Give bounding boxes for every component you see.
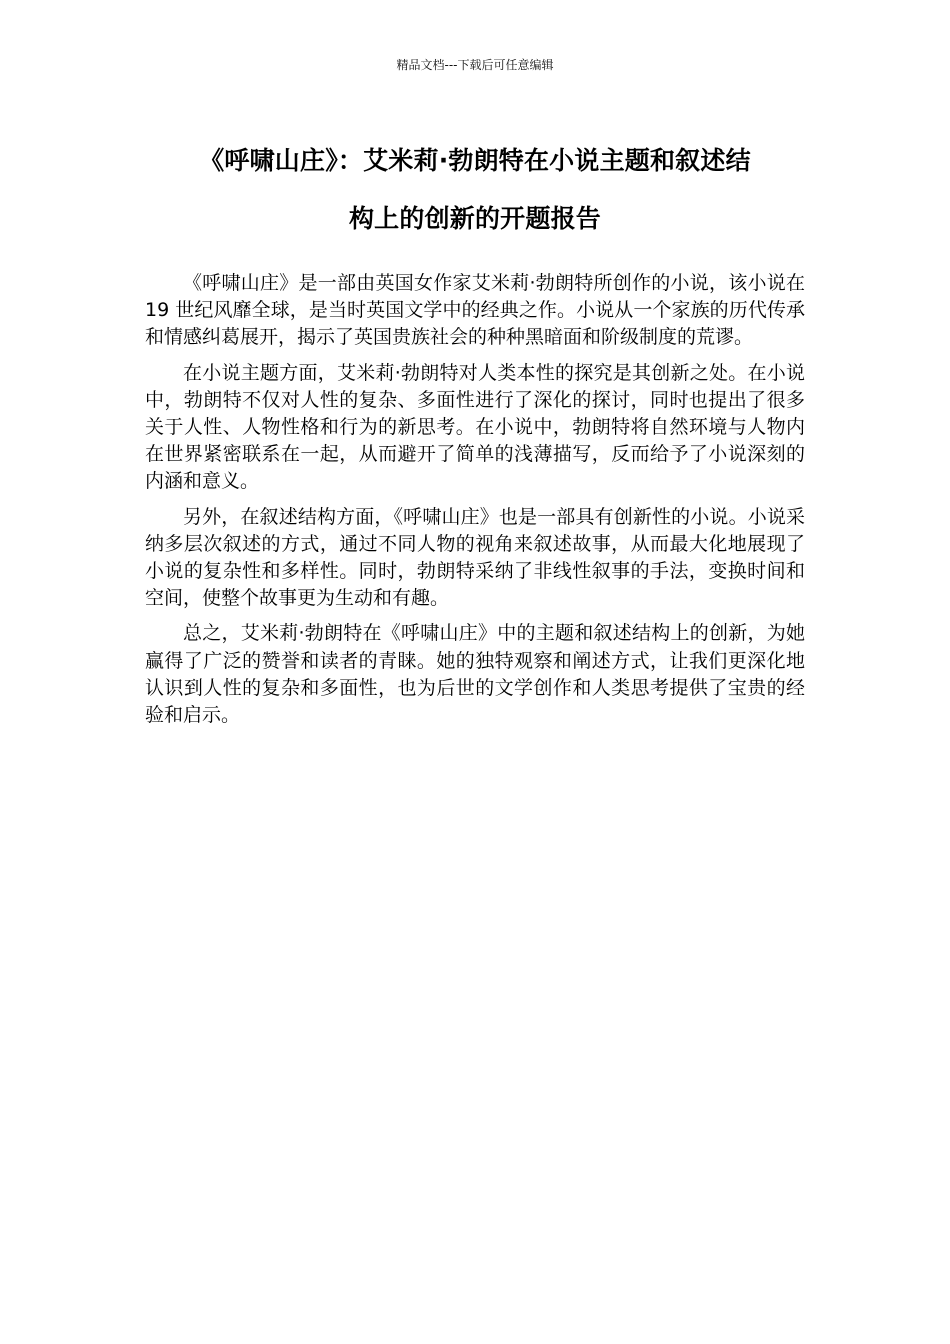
title-line-1: 《呼啸山庄》：艾米莉·勃朗特在小说主题和叙述结 [199,146,751,175]
paragraph-structure: 另外，在叙述结构方面，《呼啸山庄》也是一部具有创新性的小说。小说采纳多层次叙述的方式，通过不同人物的视角来叙述故事，从而最大化地展现了小说的复杂性和多样性。同时，勃朗特采纳了非线性叙事的手法，变换时间和空间，使整个故事更为生动和有趣。 [145,505,805,610]
paragraph-theme: 在小说主题方面，艾米莉·勃朗特对人类本性的探究是其创新之处。在小说中，勃朗特不仅对人性的复杂、多面性进行了深化的探讨，同时也提出了很多关于人性、人物性格和行为的新思考。在小说中，勃朗特将自然环境与人物内在世界紧密联系在一起，从而避开了简单的浅薄描写，反而给予了小说深刻的内涵和意义。 [145,361,805,493]
title-line-2: 构上的创新的开题报告 [348,204,601,233]
document-title [145,132,805,248]
header-note: 精品文档---下载后可任意编辑 [396,58,554,72]
document-body [145,270,805,737]
paragraph-intro: 《呼啸山庄》是一部由英国女作家艾米莉·勃朗特所创作的小说，该小说在 19 世纪风靡全球，是当时英国文学中的经典之作。小说从一个家族的历代传承和情感纠葛展开，揭示了英国贵族社会的种种黑暗面和阶级制度的荒谬。 [145,272,805,349]
paragraph-conclusion: 总之，艾米莉·勃朗特在《呼啸山庄》中的主题和叙述结构上的创新，为她赢得了广泛的赞誉和读者的青睐。她的独特观察和阐述方式，让我们更深化地认识到人性的复杂和多面性，也为后世的文学创作和人类思考提供了宝贵的经验和启示。 [145,622,805,727]
